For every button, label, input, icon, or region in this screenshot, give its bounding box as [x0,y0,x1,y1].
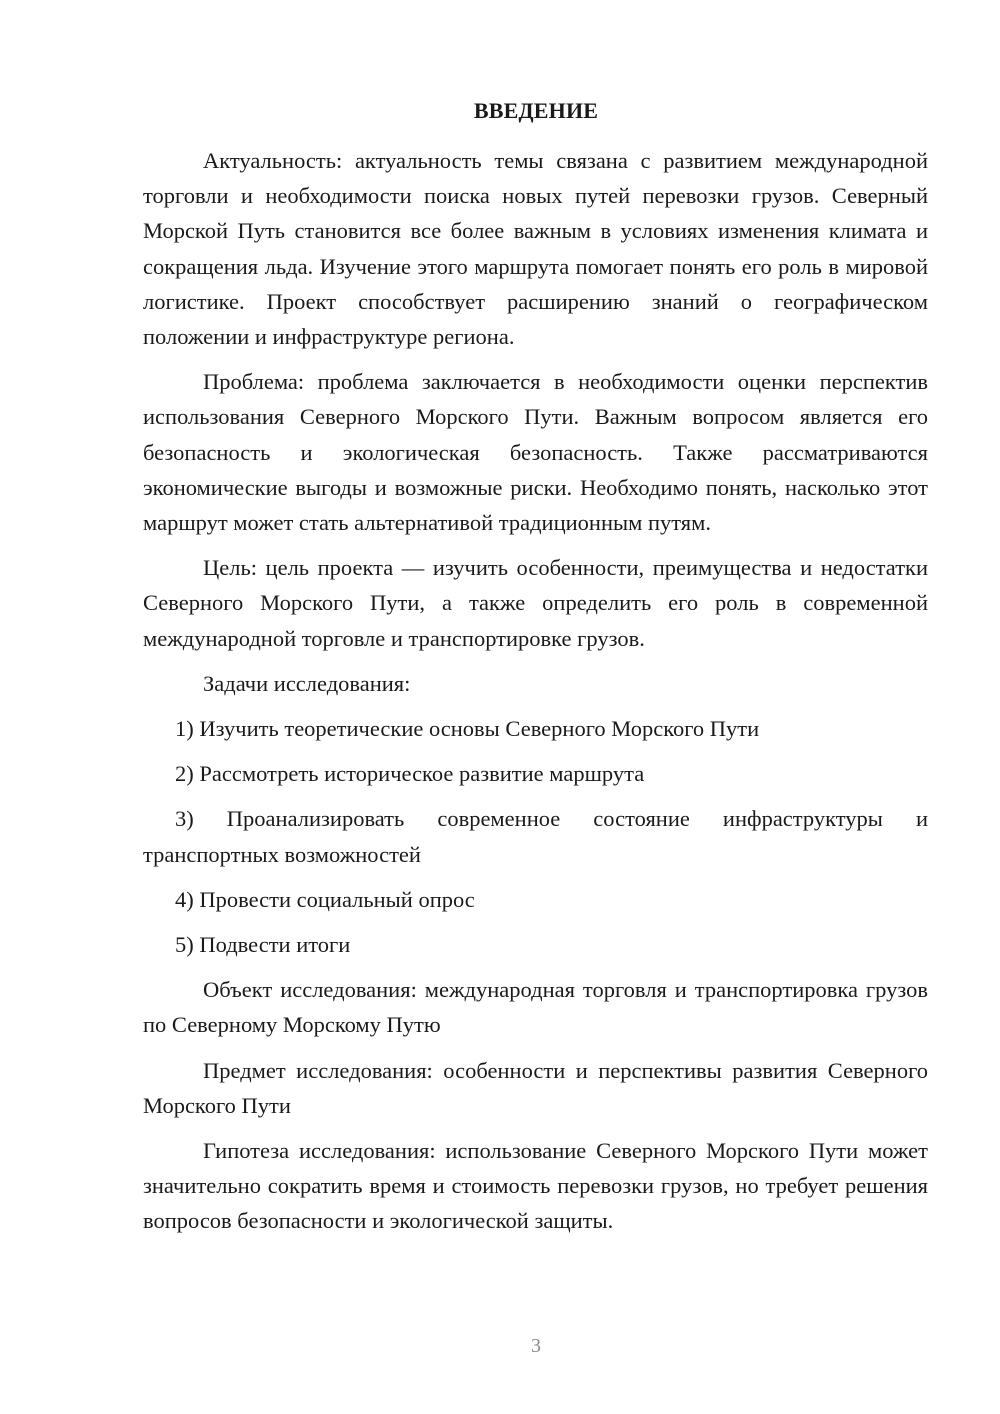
task-item-5: 5) Подвести итоги [175,932,351,958]
paragraph-hypothesis: Гипотеза исследования: использование Северного Морского Пути может значительно сократить время и стоимость перевозки грузов, но требует решения вопросов безопасности и экологической защиты. [143,1138,928,1234]
task-item-3: 3) Проанализировать современное состояние инфраструктуры и транспортных возможностей [143,806,928,867]
tasks-heading: Задачи исследования: [203,670,411,696]
paragraph-object: Объект исследования: международная торговля и транспортировка грузов по Северному Морскому Путю [143,977,928,1038]
document-body [143,143,928,1249]
paragraph-goal: Цель: цель проекта — изучить особенности, преимущества и недостатки Северного Морского Пути, а также определить его роль в современной международной торговле и транспортировке грузов. [143,555,928,651]
paragraph-subject: Предмет исследования: особенности и перспективы развития Северного Морского Пути [143,1057,928,1118]
paragraph-problem: Проблема: проблема заключается в необходимости оценки перспектив использования Северного Морского Пути. Важным вопросом является его безопасность и экологическая безопасность. Также рассматриваются экономические выгоды и возможные риски. Необходимо понять, насколько этот маршрут может стать альтернативой традиционным путям. [143,369,928,536]
task-item-2: 2) Рассмотреть историческое развитие маршрута [175,761,645,787]
task-item-4: 4) Провести социальный опрос [175,886,475,912]
page-number: 3 [531,1335,541,1357]
paragraph-relevance: Актуальность: актуальность темы связана с развитием международной торговли и необходимости поиска новых путей перевозки грузов. Северный Морской Путь становится все более важным в условиях изменения климата и сокращения льда. Изучение этого маршрута помогает понять его роль в мировой логистике. Проект способствует расширению знаний о географическом положении и инфраструктуре региона. [143,148,928,350]
task-item-1: 1) Изучить теоретические основы Северного Морского Пути [175,716,760,742]
section-heading: ВВЕДЕНИЕ [473,98,599,123]
